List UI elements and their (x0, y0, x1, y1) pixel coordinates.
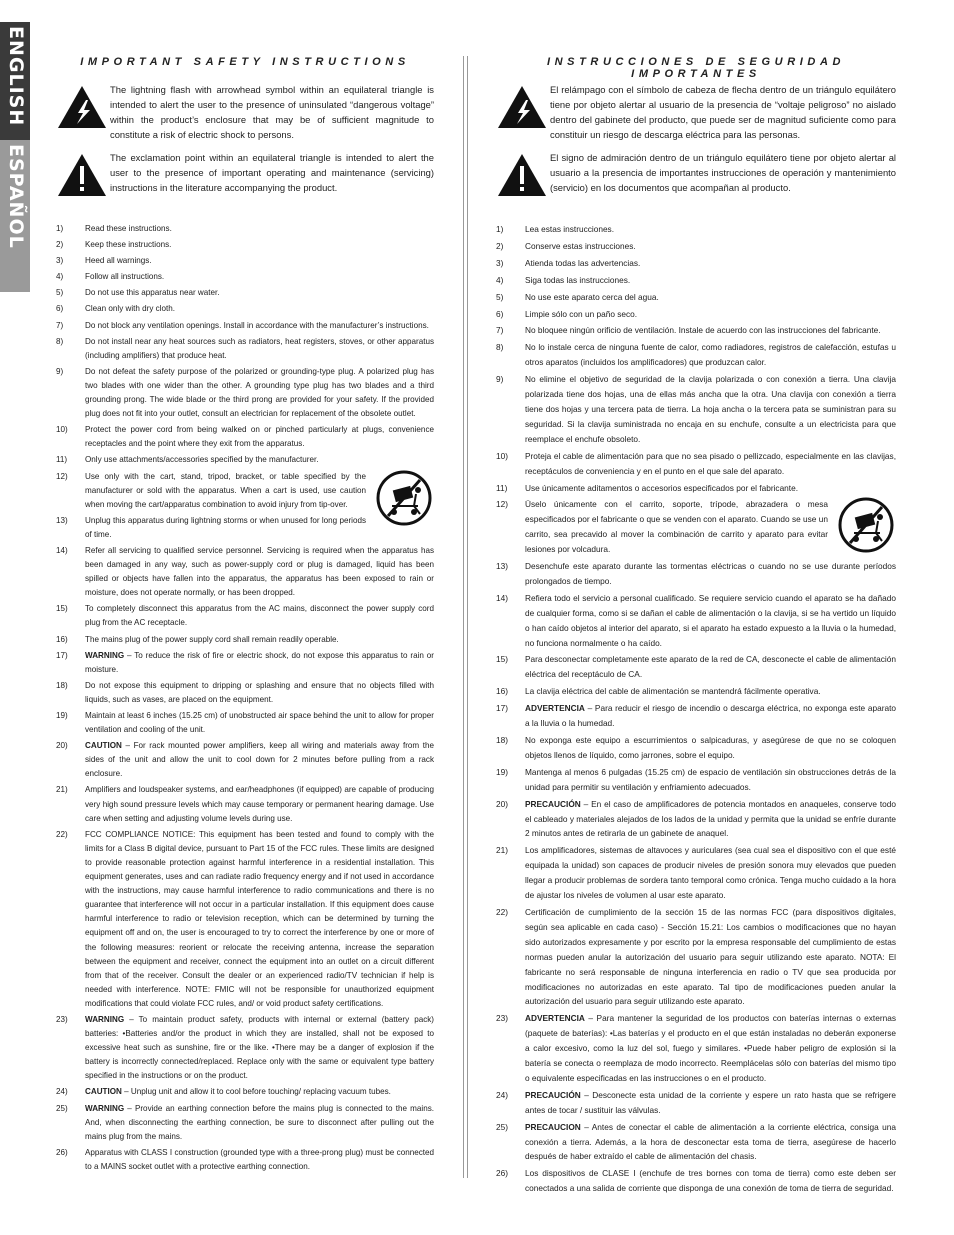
item-text: Do not block any ventilation openings. Install in accordance with the manufacturer’s instructions. (85, 320, 429, 330)
item-text: – Provide an earthing connection before the mains plug is connected to the mains. And, when disconnecting the earthing connection, be sure to disconnect after pulling out the mains plug from the mains. (85, 1103, 434, 1141)
cart-tipover-warning-icon (836, 497, 896, 553)
exclamation-warning-icon (496, 152, 548, 198)
instruction-item (496, 765, 896, 795)
item-number: 16) (496, 686, 508, 697)
instruction-item (496, 449, 896, 479)
instruction-item (496, 239, 896, 254)
item-label: PRECAUCIÓN (525, 798, 581, 809)
instruction-item (496, 701, 896, 731)
item-label: WARNING (85, 1014, 125, 1024)
exclamation-warning-icon (56, 152, 108, 198)
instruction-item (56, 633, 434, 647)
instruction-item (496, 323, 896, 338)
item-number: 1) (56, 224, 64, 233)
instruction-item (496, 905, 896, 1009)
item-number: 9) (496, 374, 504, 385)
instruction-item (56, 1013, 434, 1083)
item-text: Para desconectar completamente este aparato de la red de CA, desconecte el cable de alimentación eléctrica del receptáculo de CA. (525, 654, 896, 680)
instruction-item (496, 684, 896, 699)
item-number: 24) (56, 1087, 68, 1097)
item-number: 3) (56, 256, 64, 266)
instruction-item (56, 365, 434, 421)
item-text: The mains plug of the power supply cord shall remain readily operable. (85, 634, 339, 644)
item-number: 4) (496, 274, 504, 285)
instruction-item (56, 286, 434, 300)
instruction-item (496, 290, 896, 305)
item-number: 17) (496, 703, 508, 714)
instruction-item (496, 652, 896, 682)
instruction-item (496, 843, 896, 903)
item-number: 20) (56, 741, 68, 751)
item-number: 11) (496, 482, 508, 493)
item-number: 6) (496, 308, 504, 319)
item-number: 18) (496, 735, 508, 745)
item-number: 22) (56, 829, 68, 839)
item-text: Certificación de cumplimiento de la sección 15 de las normas FCC (para dispositivos digitales, según sea aplicable en cada caso) - Sección 15.21: Los cambios o modificaciones que no hayan sido autorizados expresamente y por escrito por la empresa responsable del cumplimiento de estas normas pueden anular la autorización del usuario para seguir utilizando este aparato. NOTA: El fabricante no será responsable de ninguna interferencia en radio o TV que sea producida por modificaciones no autorizadas en este aparato. Tal tipo de modificaciones pueden anular la autorización del usuario para seguir utilizando este aparato. (525, 906, 896, 1007)
instruction-item (56, 319, 434, 333)
instruction-item (56, 1102, 434, 1144)
item-text: Refer all servicing to qualified service personnel. Servicing is required when the apparatus has been damaged in any way, such as power-supply cord or plug is damaged, liquid has been spilled or objects have fallen into the apparatus, the apparatus has been exposed to rain or moisture, does not operate normally, or has been dropped. (85, 545, 434, 598)
item-text: Do not use this apparatus near water. (85, 288, 220, 298)
item-text: Heed all warnings. (85, 256, 152, 266)
item-text: Protect the power cord from being walked on or pinched particularly at plugs, convenience receptacles and the point where they exit from the apparatus. (85, 425, 434, 449)
item-label: CAUTION (85, 741, 122, 751)
item-number: 25) (56, 1103, 68, 1113)
item-text: – To reduce the risk of fire or electric shock, do not expose this apparatus to rain or moisture. (85, 650, 434, 674)
item-number: 7) (56, 320, 64, 330)
item-text: La clavija eléctrica del cable de alimentación se mantendrá fácilmente operativa. (525, 686, 821, 697)
item-number: 18) (56, 680, 68, 690)
item-number: 19) (496, 766, 508, 777)
item-number: 12) (56, 471, 68, 481)
instruction-item (56, 1146, 434, 1174)
item-text: Refiera todo el servicio a personal cualificado. Se requiere servicio cuando el aparato se ha dañado de cualquier forma, como si se dañan el cable de alimentación o la clavija, si se ha vertido un líquido o han caído objetos al interior del aparato, si el aparato ha estado expuesto a la lluvia o la humedad, no funciona normalmente o ha caído. (525, 592, 896, 648)
item-number: 5) (56, 288, 64, 298)
english-lightning-text: The lightning flash with arrowhead symbol within an equilateral triangle is intended to alert the user to the presence of uninsulated “dangerous voltage” within the product’s enclosure that may be of sufficient magnitude to constitute a risk of electric shock to persons. (110, 84, 434, 140)
item-text: No use este aparato cerca del agua. (525, 291, 659, 302)
item-text: – Desconecte esta unidad de la corriente y espere un rato hasta que se refrigere antes de tocar / sustituir las válvulas. (525, 1089, 896, 1115)
instruction-item (56, 1085, 434, 1099)
instruction-item (56, 470, 434, 512)
item-text: Use únicamente aditamentos o accesorios especificados por el fabricante. (525, 482, 799, 493)
item-number: 8) (496, 342, 504, 353)
item-text: FCC COMPLIANCE NOTICE: This equipment has been tested and found to comply with the limits for a Class B digital device, pursuant to Part 15 of the FCC rules. These limits are designed to provide reasonable protection against harmful interference in a residential installation. This equipment generates, uses and can radiate radio frequency energy and if not used in accordance with the instructions, may cause harmful interference to radio communications and there is no guarantee that interference will not occur in a particular installation. If this equipment does cause harmful interference to radio or television reception, which can be determined by turning the equipment off and on, the user is encouraged to try to correct the interference by one or more of the following measures: reorient or relocate the receiving antenna, increase the separation between the equipment and receiver, connect the equipment into an outlet on a circuit different from that of the receiver. Consult the dealer or an experienced radio/TV technician if help is needed with interference. NOTE: FMIC will not be responsible for unauthorized equipment modifications that could violate FCC rules, and/ or void product safety certifications. (85, 829, 434, 1008)
instruction-item (496, 797, 896, 842)
item-text: – Para reducir el riesgo de incendio o descarga eléctrica, no exponga este aparato a la lluvia o la humedad. (525, 703, 896, 729)
item-number: 21) (56, 785, 68, 795)
item-text: Mantenga al menos 6 pulgadas (15.25 cm) de espacio de ventilación sin obstrucciones detrás de la unidad para permitir su ventilación y enfriamiento adecuados. (525, 766, 896, 792)
item-text: Siga todas las instrucciones. (525, 274, 631, 285)
instruction-item (496, 372, 896, 447)
lightning-warning-icon (56, 84, 108, 130)
item-text: Only use attachments/accessories specified by the manufacturer. (85, 455, 319, 465)
item-text: Proteja el cable de alimentación para que no sea pisado o pellizcado, especialmente en las clavijas, receptáculos de conveniencia y en el punto en el que sale del aparato. (525, 450, 896, 476)
english-column (56, 56, 434, 1176)
instruction-item (56, 514, 434, 542)
column-divider-right (467, 56, 468, 1178)
instruction-item (496, 1011, 896, 1086)
item-number: 24) (496, 1089, 508, 1100)
item-number: 8) (56, 336, 64, 346)
item-text: Do not install near any heat sources such as radiators, heat registers, stoves, or other apparatus (including amplifiers) that produce heat. (85, 336, 434, 360)
item-number: 20) (496, 798, 508, 809)
item-number: 7) (496, 325, 504, 336)
spanish-lightning-warning (496, 82, 896, 142)
instruction-item (56, 783, 434, 825)
item-text: Follow all instructions. (85, 272, 165, 282)
spanish-exclamation-text: El signo de admiración dentro de un triángulo equilátero tiene por objeto alertar al usuario a la presencia de importantes instrucciones de operación y mantenimiento (servicio) en los documentos que acompañan al producto. (550, 152, 896, 193)
instruction-item (496, 1088, 896, 1118)
item-number: 9) (56, 366, 64, 376)
item-label: PRECAUCION (525, 1121, 581, 1132)
item-number: 25) (496, 1121, 508, 1132)
instruction-item (56, 739, 434, 781)
item-label: ADVERTENCIA (525, 1013, 585, 1024)
instruction-item (56, 453, 434, 467)
item-number: 14) (496, 592, 508, 603)
item-text: – To maintain product safety, products with internal or external (battery pack) batteries: •Batteries and/or the product in which they are installed, shall not be exposed to excessive heat such as sunshine, fire or the like. •There may be a danger of explosion if the battery is incorrectly connected/replaced. Replace only with the same or equivalent type battery specified in the instructions or on the product. (85, 1014, 434, 1081)
tab-english-label: ENGLISH (5, 26, 27, 127)
english-exclamation-warning (56, 150, 434, 208)
item-label: PRECAUCIÓN (525, 1089, 581, 1100)
item-text: Conserve estas instrucciones. (525, 240, 636, 251)
item-text: Do not expose this equipment to dripping or splashing and ensure that no objects filled with liquids, such as vases, are placed on the equipment. (85, 680, 434, 704)
item-text: Limpie sólo con un paño seco. (525, 308, 638, 319)
instruction-item (56, 222, 434, 236)
item-text: – For rack mounted power amplifiers, keep all wiring and materials away from the sides of the unit and allow the unit to cool down for 2 minutes before pulling from a rack enclosure. (85, 741, 434, 779)
item-text: Read these instructions. (85, 224, 172, 233)
item-number: 5) (496, 291, 504, 302)
item-text: Desenchufe este aparato durante las tormentas eléctricas o cuando no se use durante períodos prolongados de tiempo. (525, 561, 896, 586)
item-text: Los amplificadores, sistemas de altavoces y auriculares (sea cual sea el dispositivo con el que esté equipada la unidad) son capaces de producir niveles de presión sonora muy elevados que pueden llegar a producir problemas de sordera tanto temporal como crónica. Tenga mucho cuidado a la hora de ajustar los niveles de volumen al usar este aparato. (525, 845, 896, 901)
item-label: WARNING (85, 1103, 125, 1113)
item-label: WARNING (85, 650, 125, 660)
item-text: – Antes de conectar el cable de alimentación a la corriente eléctrica, consiga una conexión a tierra. Además, a la hora de desconectar esta toma de tierra, asegúrese de hacerlo después de haber extraído el cable de alimentación del chasis. (525, 1121, 896, 1162)
item-number: 17) (56, 650, 68, 660)
english-lightning-warning (56, 82, 434, 142)
item-number: 23) (496, 1013, 508, 1024)
item-text: Lea estas instrucciones. (525, 224, 615, 234)
item-number: 2) (496, 240, 504, 251)
item-text: Unplug this apparatus during lightning storms or when unused for long periods of time. (85, 515, 366, 539)
spanish-column (496, 56, 896, 1198)
instruction-item (56, 602, 434, 630)
instruction-item (56, 709, 434, 737)
instruction-item (496, 733, 896, 763)
instruction-item (56, 335, 434, 363)
instruction-item (496, 1120, 896, 1165)
instruction-item (496, 340, 896, 370)
tab-english[interactable] (0, 22, 30, 140)
instruction-item (56, 828, 434, 1011)
item-number: 22) (496, 906, 508, 917)
english-exclamation-text: The exclamation point within an equilateral triangle is intended to alert the user to the presence of important operating and maintenance (servicing) instructions in the literature accompanying the product. (110, 152, 434, 193)
item-text: – Unplug unit and allow it to cool before touching/ replacing vacuum tubes. (121, 1087, 391, 1097)
item-text: Clean only with dry cloth. (85, 304, 175, 314)
item-text: Apparatus with CLASS I construction (grounded type with a three-prong plug) must be connected to a MAINS socket outlet with a protective earthing connection. (85, 1147, 434, 1171)
item-text: Los dispositivos de CLASE I (enchufe de tres bornes con toma de tierra) como este deben ser conectados a una salida de corriente que disponga de una conexión de toma de tierra de seguridad. (525, 1168, 896, 1194)
item-number: 14) (56, 545, 68, 555)
item-text: – En el caso de amplificadores de potencia montados en anaqueles, conserve todo el cableado y materiales alejados de los lados de la unidad y permita que la unidad se enfríe durante 2 minutos antes de retirarla de un gabinete de anaquel. (525, 798, 896, 839)
column-divider-left (463, 56, 464, 1178)
item-text: No elimine el objetivo de seguridad de la clavija polarizada o con conexión a tierra. Una clavija polarizada tiene dos hojas, una de ellas más ancha que la otra. Una clavija con conexión a tierra tiene dos hojas y una tercera pata de tierra. La hoja ancha o la tercera pata se suministran para su seguridad. Si la clavija suministrada no encaja en su enchufe, consulte a un electricista para que reemplace el enchufe obsoleto. (525, 374, 896, 444)
item-text: To completely disconnect this apparatus from the AC mains, disconnect the power supply cord plug from the AC receptacle. (85, 604, 434, 628)
item-number: 10) (496, 450, 508, 461)
instruction-item (56, 679, 434, 707)
item-label: CAUTION (85, 1087, 122, 1097)
instruction-item (496, 559, 896, 589)
instruction-item (56, 649, 434, 677)
item-number: 16) (56, 634, 68, 644)
instruction-item (496, 591, 896, 651)
item-text: No bloquee ningún orificio de ventilación. Instale de acuerdo con las instrucciones del fabricante. (525, 325, 881, 336)
item-number: 3) (496, 257, 504, 268)
tab-espanol-label: ESPAÑOL (5, 144, 27, 249)
item-number: 26) (496, 1168, 508, 1179)
item-number: 23) (56, 1014, 68, 1024)
spanish-lightning-text: El relámpago con el símbolo de cabeza de flecha dentro de un triángulo equilátero tiene por objeto alertar al usuario de la presencia de “voltaje peligroso” no aislado dentro del gabinete del producto, que puede ser de magnitud suficiente como para constituir un riesgo de descarga eléctrica para las personas. (550, 84, 896, 140)
item-text: Üselo únicamente con el carrito, soporte, trípode, abrazadera o mesa especificados por el fabricante o que se venden con el aparato. Cuando se use un carrito, sea precavido al mover la combinación de carrito y aparato para evitar lesiones por volcadura. (525, 499, 828, 555)
spanish-exclamation-warning (496, 150, 896, 208)
spanish-title: INSTRUCCIONES DE SEGURIDAD IMPORTANTES (546, 56, 846, 80)
item-text: Atienda todas las advertencias. (525, 257, 641, 268)
item-number: 19) (56, 711, 68, 720)
spanish-instruction-list (496, 222, 896, 1196)
english-title: IMPORTANT SAFETY INSTRUCTIONS (80, 56, 410, 68)
item-number: 15) (496, 654, 508, 665)
instruction-item (56, 423, 434, 451)
instruction-item (496, 1166, 896, 1196)
instruction-item (56, 254, 434, 268)
item-text: Maintain at least 6 inches (15.25 cm) of unobstructed air space behind the unit to allow for proper ventilation and cooling of the unit. (85, 711, 434, 735)
lightning-warning-icon (496, 84, 548, 130)
item-number: 15) (56, 604, 68, 614)
item-text: Do not defeat the safety purpose of the polarized or grounding-type plug. A polarized plug has two blades with one wider than the other. A grounding type plug has two blades and a third grounding prong. The wide blade or the third prong are provided for your safety. If the provided plug does not fit into your outlet, consult an electrician for replacement of the obsolete outlet. (85, 366, 434, 419)
item-number: 4) (56, 272, 64, 282)
item-text: Use only with the cart, stand, tripod, bracket, or table specified by the manufacturer or sold with the apparatus. When a cart is used, use caution when moving the cart/apparatus combination to avoid injury from tip-over. (85, 471, 366, 509)
instruction-item (56, 270, 434, 284)
item-text: – Para mantener la seguridad de los productos con baterías internas o externas (paquete de baterías): •Las baterías y el producto en el que están instaladas no deberán exponerse a calor excesivo, como la luz del sol, fuego y similares. •Puede haber peligro de explosión si la batería se conecta o reemplaza de modo incorrecto. Reemplácelas sólo con baterías del mismo tipo o equivalente especificadas en las instrucciones o en el producto. (525, 1013, 896, 1083)
instruction-item (496, 481, 896, 496)
item-label: ADVERTENCIA (525, 703, 585, 714)
item-number: 12) (496, 499, 508, 510)
item-text: No exponga este equipo a escurrimientos o salpicaduras, y asegúrese de que no se coloquen objetos llenos de líquido, como jarrones, sobre el equipo. (525, 735, 896, 760)
english-instruction-list (56, 222, 434, 1174)
instruction-item (56, 238, 434, 252)
item-number: 13) (56, 515, 68, 525)
instruction-item (496, 497, 896, 557)
instruction-item (56, 544, 434, 600)
item-number: 1) (496, 224, 504, 234)
item-number: 21) (496, 845, 508, 856)
instruction-item (496, 307, 896, 322)
item-number: 6) (56, 304, 64, 314)
item-number: 13) (496, 561, 508, 572)
item-number: 2) (56, 240, 64, 250)
item-number: 26) (56, 1147, 68, 1157)
item-number: 10) (56, 425, 68, 435)
instruction-item (56, 302, 434, 316)
item-text: Amplifiers and loudspeaker systems, and ear/headphones (if equipped) are capable of producing very high sound pressure levels which may cause temporary or permanent hearing damage. Use care when setting and adjusting volume levels during use. (85, 785, 434, 823)
item-text: No lo instale cerca de ninguna fuente de calor, como radiadores, registros de calefacción, estufas u otros aparatos (incluidos los amplificadores) que produzcan calor. (525, 342, 896, 368)
instruction-item (496, 273, 896, 288)
instruction-item (496, 256, 896, 271)
instruction-item (496, 222, 896, 237)
item-number: 11) (56, 455, 68, 465)
tab-espanol[interactable] (0, 140, 30, 292)
item-text: Keep these instructions. (85, 240, 172, 250)
